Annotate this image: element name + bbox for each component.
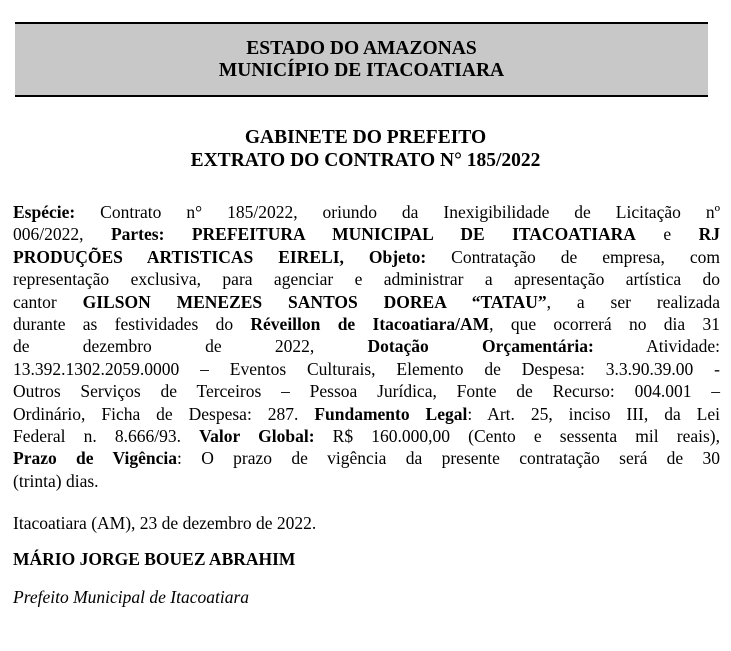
body-line	[13, 201, 720, 223]
body-text: cantor	[13, 291, 83, 312]
body-text: Atividade:	[593, 336, 720, 357]
body-text: Ordinário, Ficha de Despesa: 287.	[13, 403, 315, 424]
letterhead-municipality: MUNICÍPIO DE ITACOATIARA	[218, 59, 505, 81]
body-text-bold: GILSON MENEZES SANTOS DOREA “TATAU”	[82, 291, 547, 312]
body-text: Contratação de empresa, com	[426, 246, 720, 267]
body-paragraph	[13, 201, 720, 492]
body-text-bold: Espécie:	[13, 202, 76, 222]
body-text: Contrato n° 185/2022, oriundo da Inexigibilidade de Licitação nº	[75, 202, 720, 222]
body-text: Outros Serviços de Terceiros – Pessoa Jurídica, Fonte de Recurso: 004.001 –	[13, 381, 720, 402]
body-line	[13, 403, 720, 425]
body-text: (trinta) dias.	[13, 470, 99, 491]
body-line	[13, 246, 720, 268]
body-text: representação exclusiva, para agenciar e administrar a apresentação artística do	[13, 269, 720, 290]
body-text-bold: Réveillon de Itacoatiara/AM	[250, 314, 490, 335]
heading-contract-number: EXTRATO DO CONTRATO N° 185/2022	[190, 149, 541, 171]
body-line	[13, 291, 720, 313]
letterhead-state: ESTADO DO AMAZONAS	[246, 38, 477, 59]
body-line	[13, 425, 720, 447]
body-line	[13, 335, 720, 357]
body-text-bold: Fundamento Legal	[314, 403, 468, 424]
body-text-bold: Prazo de Vigência	[13, 448, 178, 469]
heading-office: GABINETE DO PREFEITO	[244, 127, 487, 148]
signature-title: Prefeito Municipal de Itacoatiara	[13, 587, 250, 608]
body-text-bold: Partes: PREFEITURA MUNICIPAL DE ITACOATIARA	[110, 224, 636, 245]
body-text-bold: RJ	[698, 224, 720, 245]
body-text: : O prazo de vigência da presente contratação será de 30	[177, 448, 720, 469]
body-line	[13, 313, 720, 335]
body-line	[13, 223, 720, 245]
body-text: de dezembro de 2022,	[13, 336, 368, 357]
body-line	[13, 447, 720, 469]
letterhead-box	[15, 22, 708, 97]
document-heading	[0, 127, 731, 172]
body-text: 006/2022,	[13, 224, 111, 245]
body-text: R$ 160.000,00 (Cento e sessenta mil reais),	[314, 426, 720, 447]
body-text: e	[635, 224, 699, 245]
body-text-bold: Dotação Orçamentária:	[367, 336, 594, 357]
date-place-line: Itacoatiara (AM), 23 de dezembro de 2022.	[13, 513, 317, 534]
body-line	[13, 470, 720, 492]
body-line	[13, 268, 720, 290]
body-text: : Art. 25, inciso III, da Lei	[467, 403, 720, 424]
signature-name: MÁRIO JORGE BOUEZ ABRAHIM	[13, 548, 296, 569]
body-text: , que ocorrerá no dia 31	[489, 314, 721, 335]
body-text: 13.392.1302.2059.0000 – Eventos Culturais, Elemento de Despesa: 3.3.90.39.00 -	[13, 358, 720, 379]
body-text: Federal n. 8.666/93.	[13, 426, 200, 447]
body-text: durante as festividades do	[13, 314, 251, 335]
body-text-bold: Valor Global:	[199, 426, 315, 447]
body-line	[13, 358, 720, 380]
body-text: , a ser realizada	[546, 291, 720, 312]
body-text-bold: PRODUÇÕES ARTISTICAS EIRELI, Objeto:	[13, 246, 427, 267]
body-line	[13, 380, 720, 402]
